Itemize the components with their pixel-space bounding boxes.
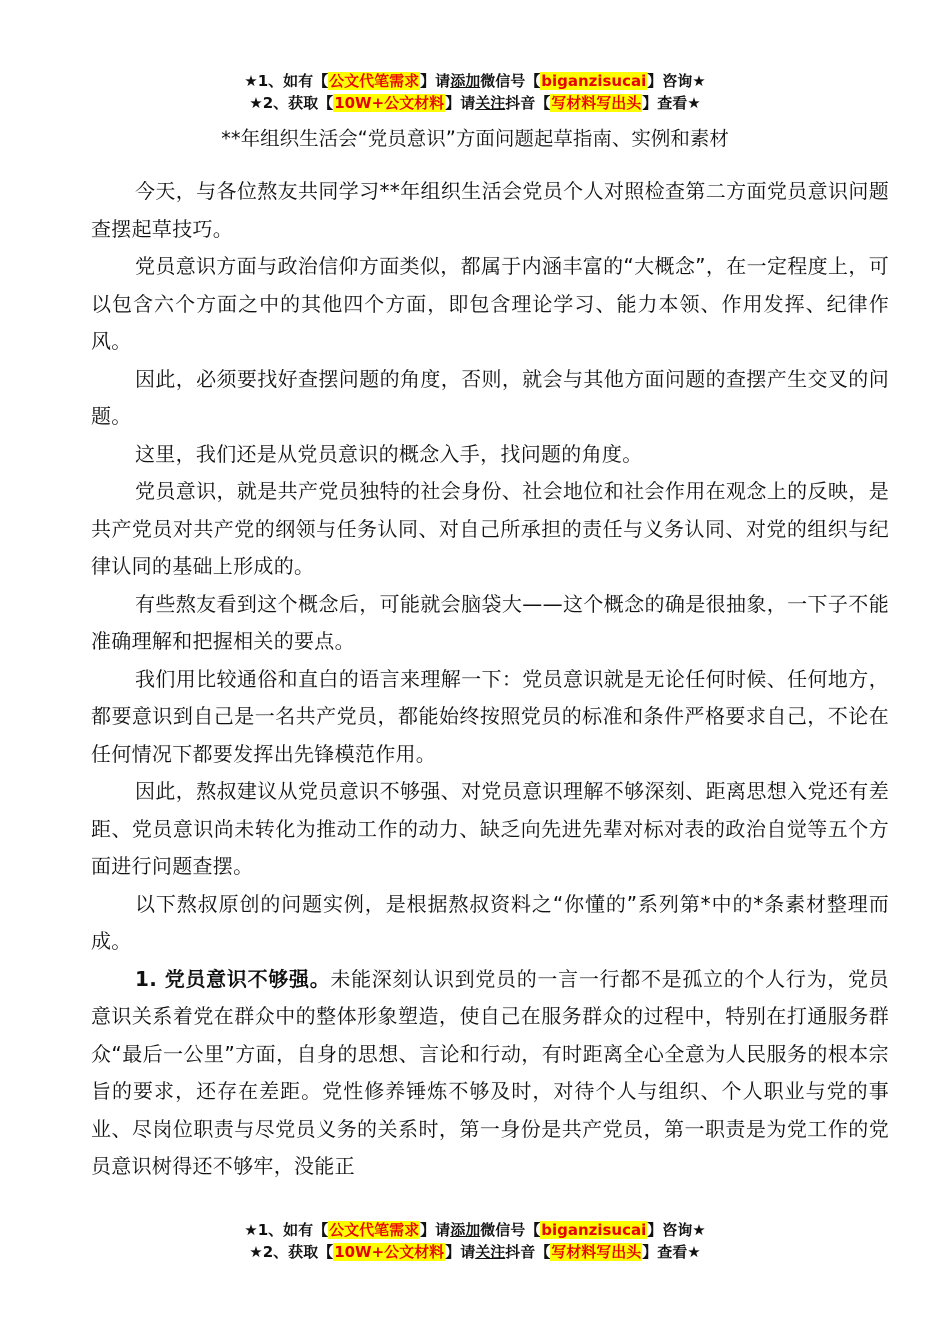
banner-text: 】查看★ — [642, 94, 701, 112]
banner-highlight: 公文代笔需求 — [329, 1221, 420, 1239]
banner-line-2 — [0, 1241, 950, 1263]
banner-underlined: 关注 — [475, 94, 506, 112]
item-text: 未能深刻认识到党员的一言一行都不是孤立的个人行为，党员意识关系着党在群众中的整体形象塑造，使自己在服务群众的过程中，特别在打通服务群众“最后一公里”方面，自身的思想、言论和行动，有时距离全心全意为人民服务的根本宗旨的要求，还存在差距。党性修养锤炼不够及时，对待个人与组织、个人职业与党的事业、尽岗位职责与尽党员义务的关系时，第一身份是共产党员，第一职责是为党工作的党员意识树得还不够牢，没能正 — [91, 966, 889, 1178]
item-heading: 1. 党员意识不够强。 — [135, 966, 331, 991]
banner-highlight: biganzisucai — [541, 72, 647, 90]
paragraph: 以下熬叔原创的问题实例，是根据熬叔资料之“你懂的”系列第*中的*条素材整理而成。 — [91, 891, 889, 953]
banner-text: 抖音【 — [505, 1243, 551, 1261]
banner-highlight: 写材料写出头 — [551, 1243, 642, 1261]
paragraph: 党员意识方面与政治信仰方面类似，都属于内涵丰富的“大概念”，在一定程度上，可以包含六个方面之中的其他四个方面，即包含理论学习、能力本领、作用发挥、纪律作风。 — [91, 254, 889, 353]
paragraph: 因此，必须要找好查摆问题的角度，否则，就会与其他方面问题的查摆产生交叉的问题。 — [91, 366, 889, 428]
paragraph: 今天，与各位熬友共同学习**年组织生活会党员个人对照检查第二方面党员意识问题查摆起草技巧。 — [91, 179, 889, 241]
banner-text: ★2、获取【 — [249, 1243, 334, 1261]
footer-banner — [0, 1219, 950, 1263]
paragraph: 有些熬友看到这个概念后，可能就会脑袋大——这个概念的确是很抽象，一下子不能准确理解和把握相关的要点。 — [91, 591, 889, 653]
paragraph: 这里，我们还是从党员意识的概念入手，找问题的角度。 — [135, 441, 643, 466]
banner-text: 】请 — [445, 94, 476, 112]
banner-highlight: 写材料写出头 — [551, 94, 642, 112]
banner-text: 】查看★ — [642, 1243, 701, 1261]
paragraph: 我们用比较通俗和直白的语言来理解一下：党员意识就是无论任何时候、任何地方，都要意识到自己是一名共产党员，都能始终按照党员的标准和条件严格要求自己，不论在任何情况下都要发挥出先锋模范作用。 — [91, 666, 889, 766]
banner-underlined: 关注 — [475, 1243, 506, 1261]
item-paragraph — [91, 961, 889, 1186]
banner-line-1 — [0, 1219, 950, 1241]
banner-text: 抖音【 — [505, 94, 551, 112]
banner-text: 微信号【 — [480, 72, 541, 90]
banner-highlight: 10W+公文材料 — [334, 94, 445, 112]
banner-text: ★1、如有【 — [244, 1221, 329, 1239]
banner-highlight: 10W+公文材料 — [334, 1243, 445, 1261]
banner-text: 】咨询★ — [647, 72, 706, 90]
header-banner — [0, 70, 950, 114]
paragraph: 因此，熬叔建议从党员意识不够强、对党员意识理解不够深刻、距离思想入党还有差距、党员意识尚未转化为推动工作的动力、缺乏向先进先辈对标对表的政治自觉等五个方面进行问题查摆。 — [91, 779, 889, 878]
banner-text: 】咨询★ — [647, 1221, 706, 1239]
document-body — [91, 173, 889, 1186]
paragraph: 党员意识，就是共产党员独特的社会身份、社会地位和社会作用在观念上的反映，是共产党员对共产党的纲领与任务认同、对自己所承担的责任与义务认同、对党的组织与纪律认同的基础上形成的。 — [91, 479, 889, 578]
banner-text: 】请 — [420, 1221, 451, 1239]
banner-highlight: 公文代笔需求 — [329, 72, 420, 90]
banner-text: ★2、获取【 — [249, 94, 334, 112]
document-title: **年组织生活会“党员意识”方面问题起草指南、实例和素材 — [221, 127, 729, 150]
banner-highlight: biganzisucai — [541, 1221, 647, 1239]
banner-line-2 — [0, 92, 950, 114]
banner-text: 微信号【 — [480, 1221, 541, 1239]
banner-line-1 — [0, 70, 950, 92]
banner-underlined: 添加 — [450, 72, 481, 90]
banner-text: ★1、如有【 — [244, 72, 329, 90]
banner-text: 】请 — [420, 72, 451, 90]
banner-text: 】请 — [445, 1243, 476, 1261]
banner-underlined: 添加 — [450, 1221, 481, 1239]
